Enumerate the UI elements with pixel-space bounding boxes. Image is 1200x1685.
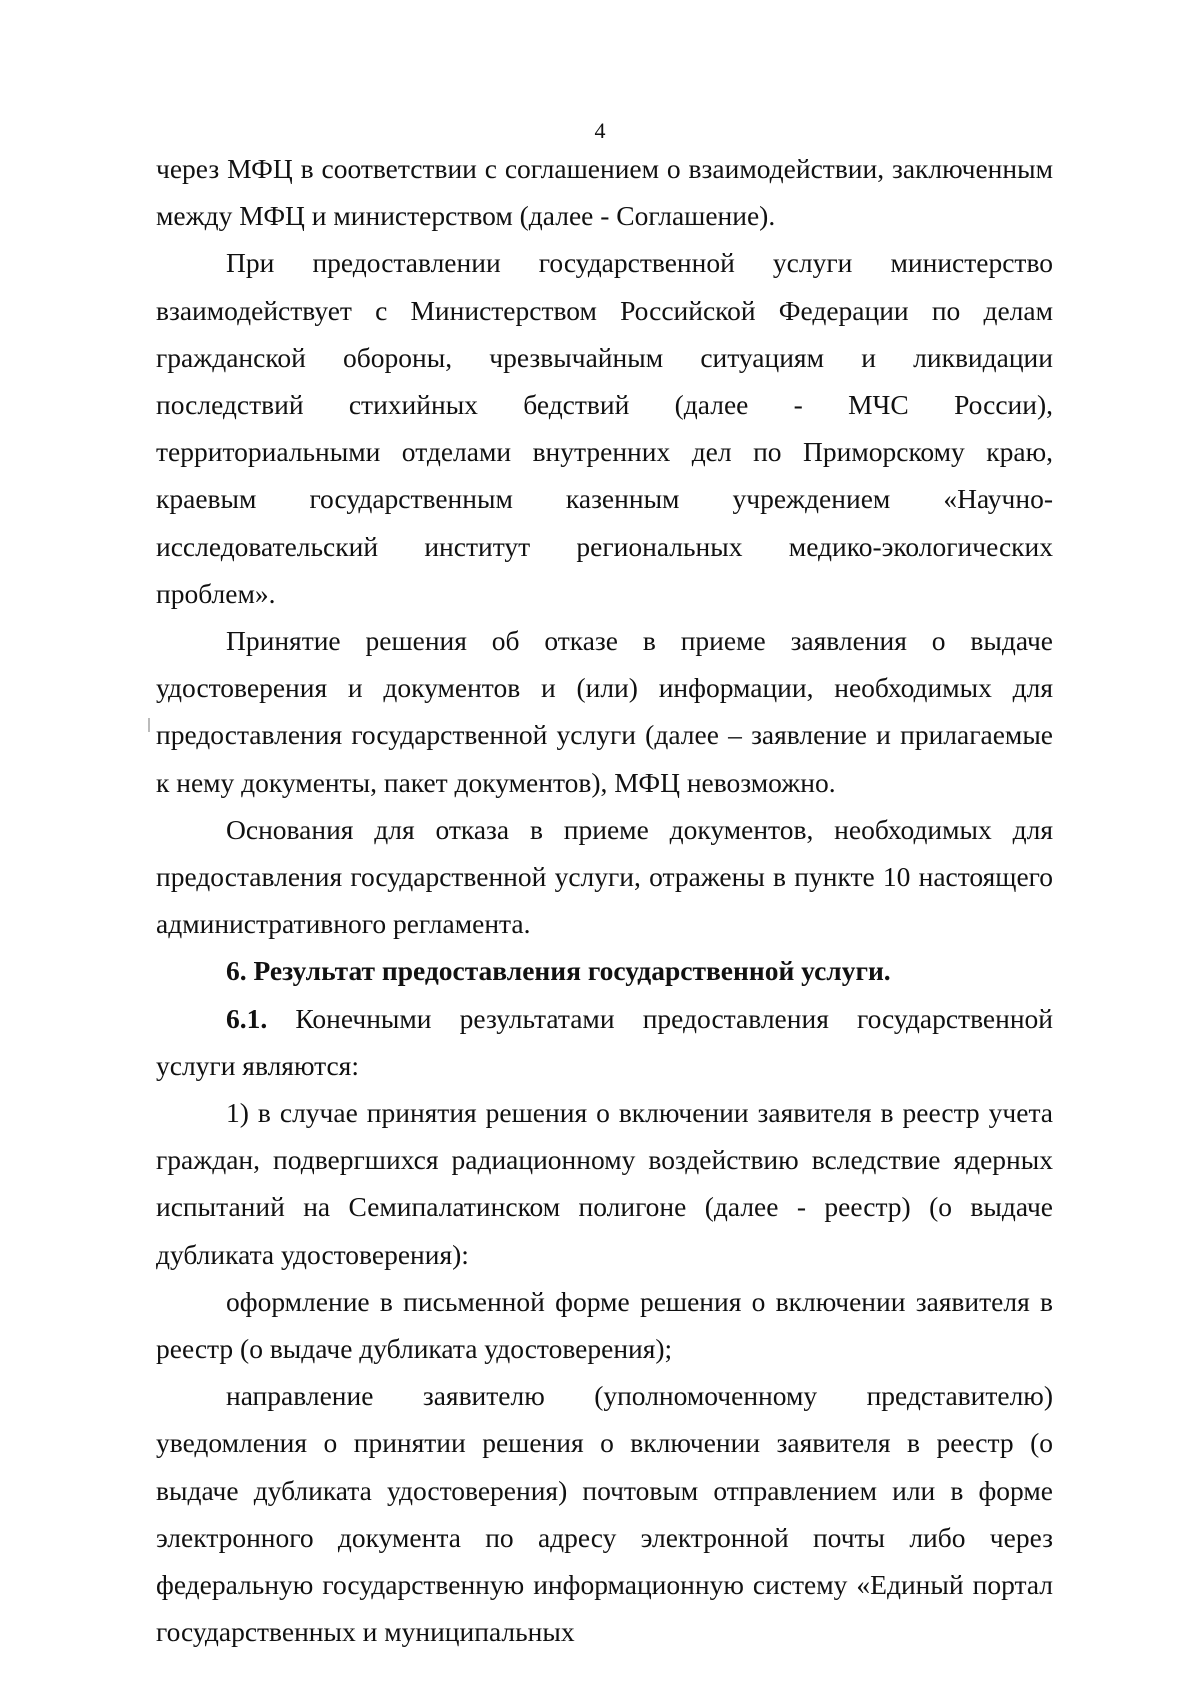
- paragraph-mfc-agreement: через МФЦ в соответствии с соглашением о взаимодействии, заключенным между МФЦ и министерством (далее - Соглашение).: [156, 153, 1053, 232]
- paragraph-notification: направление заявителю (уполномоченному представителю) уведомления о принятии решения о включении заявителя в реестр (о выдаче дубликата удостоверения) почтовым отправлением или в форме электронного документа по адресу электронной почты либо через федеральную государственную информационную систему «Единый портал государственных и муниципальных: [156, 1380, 1053, 1648]
- paragraph-interaction: При предоставлении государственной услуги министерство взаимодействует с Министерством Российской Федерации по делам гражданской обороны, чрезвычайным ситуациям и ликвидации последствий стихийных бедствий (далее - МЧС России), территориальными отделами внутренних дел по Приморскому краю, краевым государственным казенным учреждением «Научно-исследовательский институт региональных медико-экологических проблем».: [156, 247, 1053, 609]
- document-body: [156, 145, 1053, 1656]
- clause-text-6-1: Конечными результатами предоставления государственной услуги являются:: [156, 1002, 1053, 1081]
- paragraph-written-decision: оформление в письменной форме решения о включении заявителя в реестр (о выдаче дубликата удостоверения);: [156, 1285, 1053, 1365]
- paragraph-refusal-decision: Принятие решения об отказе в приеме заявления о выдаче удостоверения и документов и (или) информации, необходимых для предоставления государственной услуги (далее – заявление и прилагаемые к нему документы, пакет документов), МФЦ невозможно.: [156, 625, 1053, 798]
- paragraph-6-1: [156, 995, 1053, 1089]
- paragraph-refusal-grounds: Основания для отказа в приеме документов, необходимых для предоставления государственной услуги, отражены в пункте 10 настоящего административного регламента.: [156, 813, 1053, 940]
- paragraph-item-1: 1) в случае принятия решения о включении заявителя в реестр учета граждан, подвергшихся радиационному воздействию вследствие ядерных испытаний на Семипалатинском полигоне (далее - реестр) (о выдаче дубликата удостоверения):: [156, 1097, 1053, 1270]
- clause-number-6-1: 6.1.: [226, 1002, 268, 1034]
- scan-artifact-mark: [148, 718, 150, 732]
- section-heading-result: 6. Результат предоставления государственной услуги.: [226, 955, 891, 987]
- page-number: 4: [594, 118, 606, 143]
